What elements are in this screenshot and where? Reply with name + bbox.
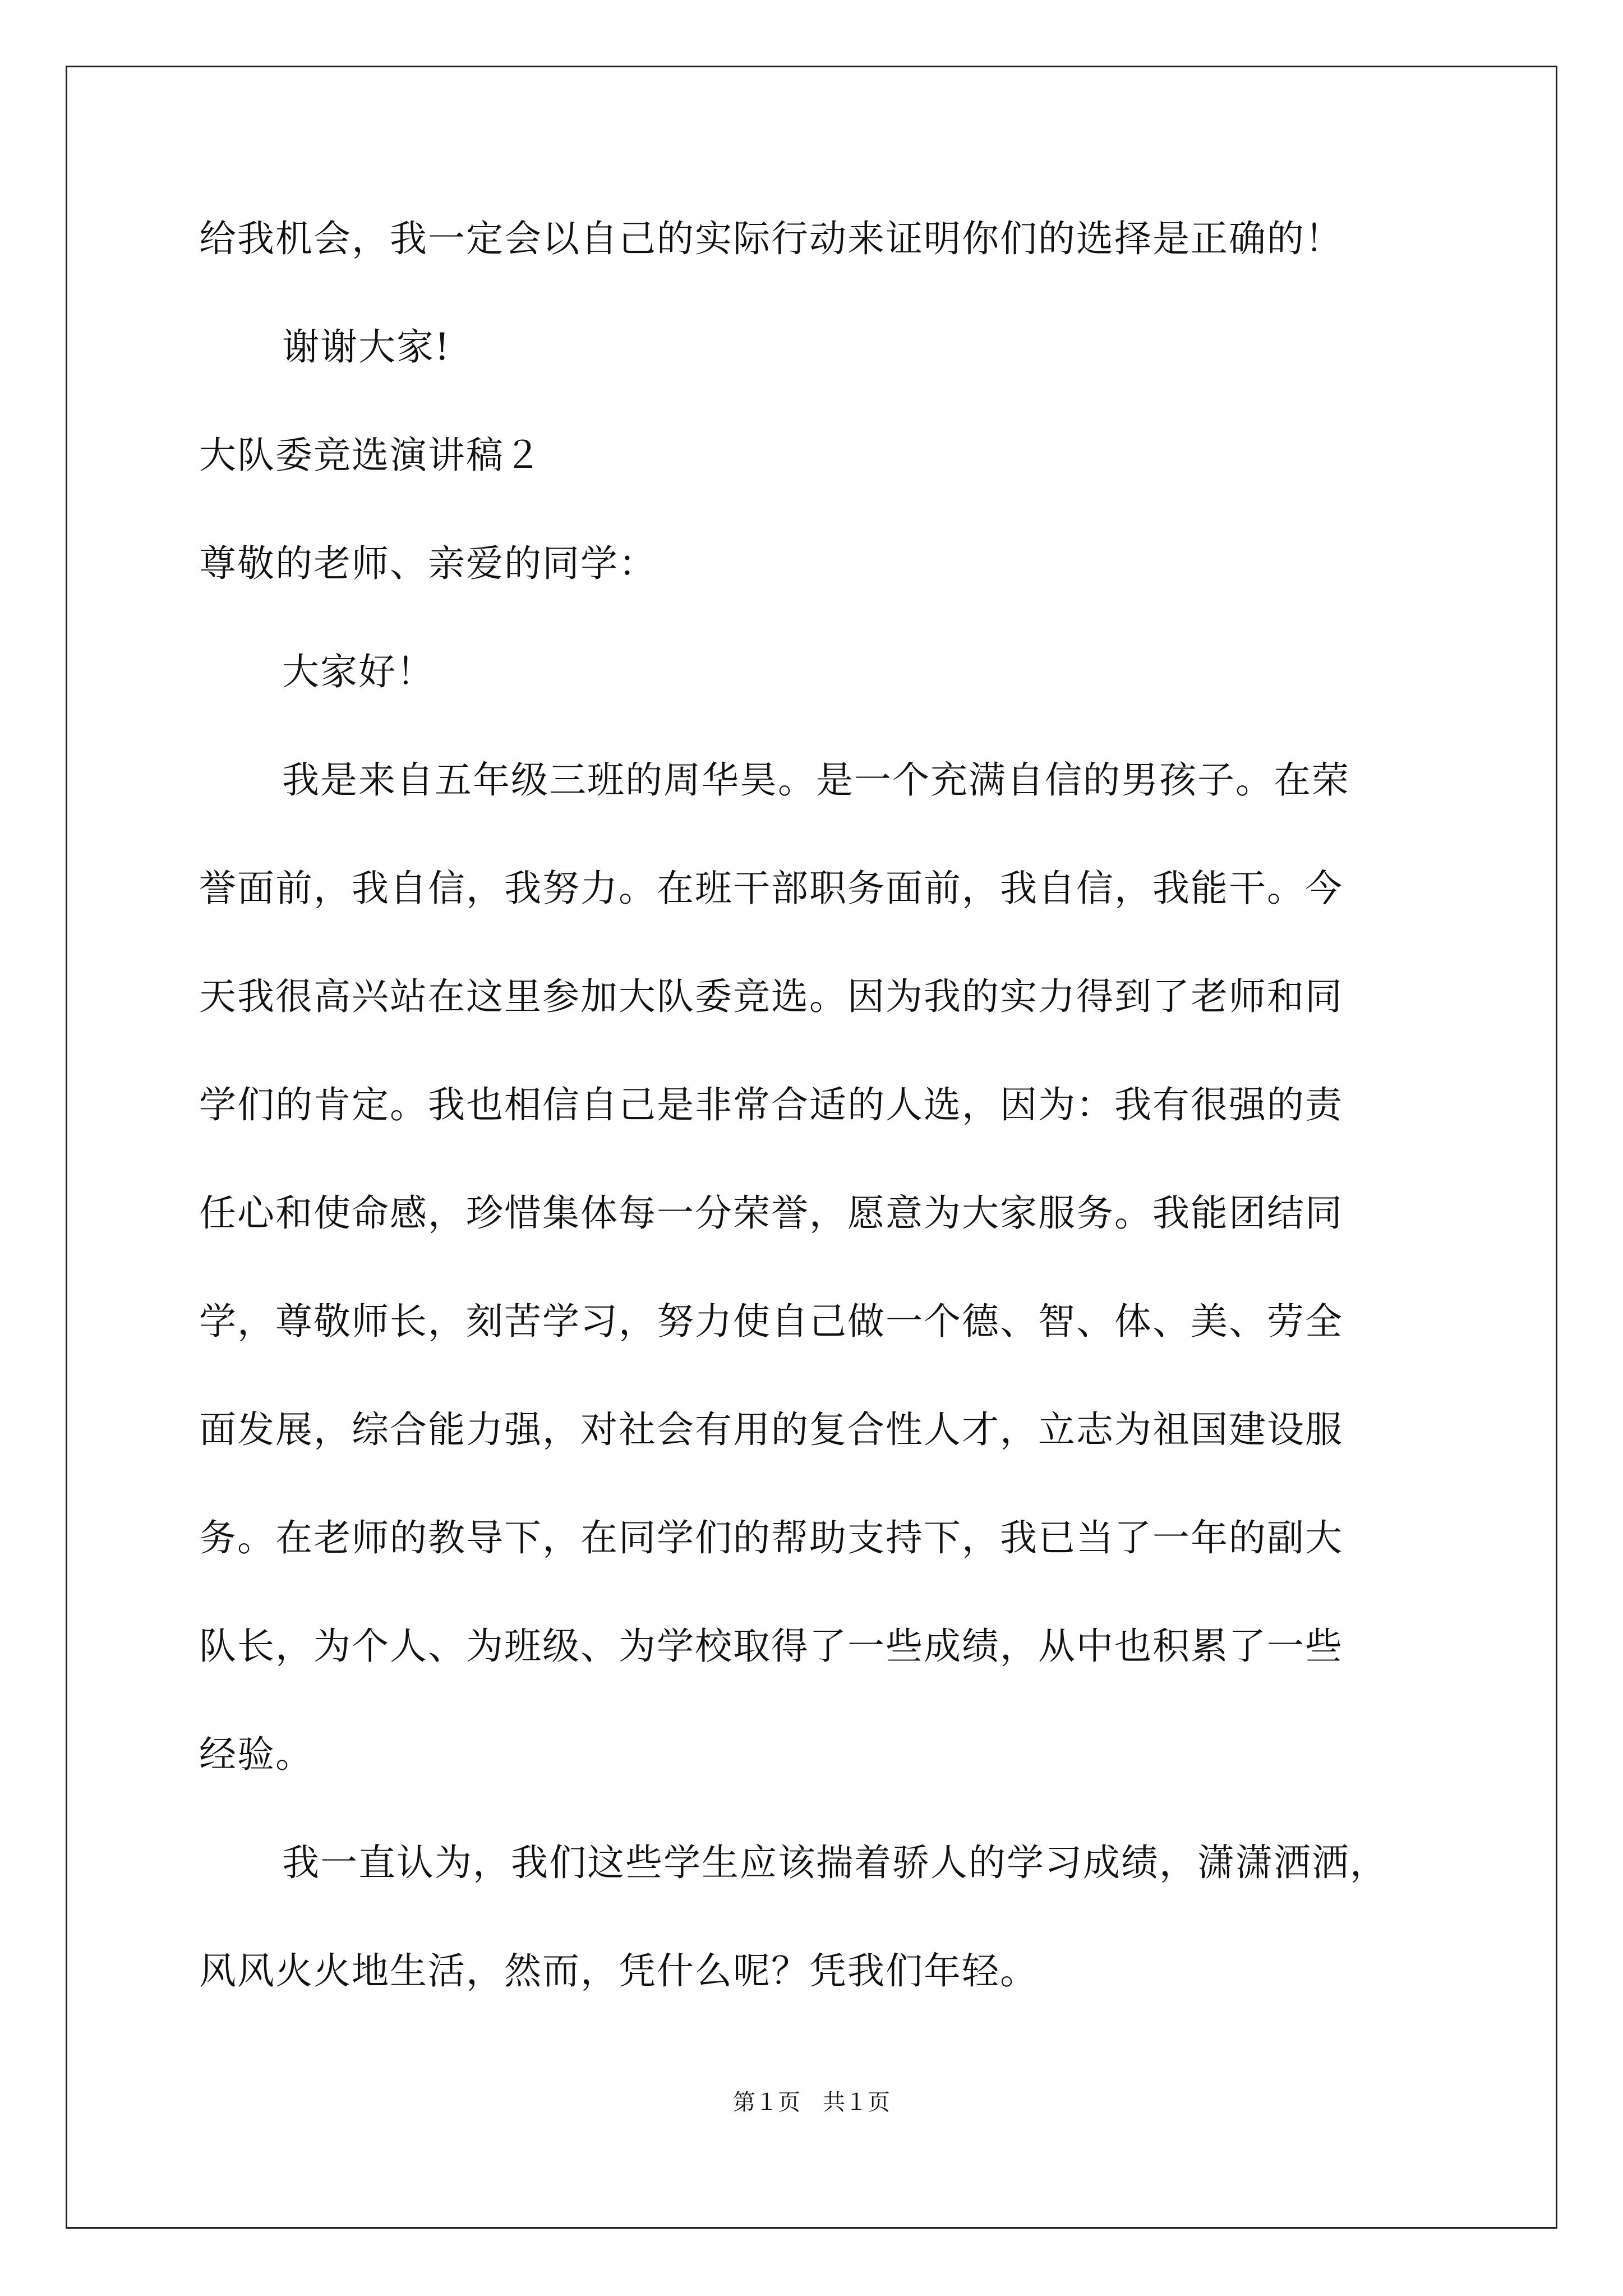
text-line: 我一直认为，我们这些学生应该揣着骄人的学习成绩，潇潇洒洒， <box>282 1841 1388 1884</box>
text-line: 我是来自五年级三班的周华昊。是一个充满自信的男孩子。在荣 <box>282 758 1350 802</box>
text-line: 面发展，综合能力强，对社会有用的复合性人才，立志为祖国建设服 <box>199 1408 1343 1451</box>
greeting: 大家好！ <box>282 650 435 693</box>
text-line: 学，尊敬师长，刻苦学习，努力使自己做一个德、智、体、美、劳全 <box>199 1300 1343 1343</box>
text-line: 誉面前，我自信，我努力。在班干部职务面前，我自信，我能干。今 <box>199 867 1343 910</box>
text-line: 谢谢大家! <box>282 325 451 369</box>
text-line: 风风火火地生活，然而，凭什么呢？凭我们年轻。 <box>199 1949 1038 1993</box>
text-line: 学们的肯定。我也相信自己是非常合适的人选，因为：我有很强的责 <box>199 1083 1343 1126</box>
text-line: 经验。 <box>199 1733 313 1776</box>
section-title: 大队委竞选演讲稿２ <box>199 434 542 477</box>
page-border <box>66 66 1557 2229</box>
text-line: 务。在老师的教导下，在同学们的帮助支持下，我已当了一年的副大 <box>199 1516 1343 1559</box>
text-line: 队长，为个人、为班级、为学校取得了一些成绩，从中也积累了一些 <box>199 1625 1343 1668</box>
text-line: 天我很高兴站在这里参加大队委竞选。因为我的实力得到了老师和同 <box>199 975 1343 1018</box>
text-line: 给我机会，我一定会以自己的实际行动来证明你们的选择是正确的！ <box>199 217 1343 260</box>
salutation: 尊敬的老师、亲爱的同学： <box>199 542 657 585</box>
page-footer: 第１页 共１页 <box>733 2090 890 2115</box>
text-line: 任心和使命感，珍惜集体每一分荣誉，愿意为大家服务。我能团结同 <box>199 1191 1343 1235</box>
